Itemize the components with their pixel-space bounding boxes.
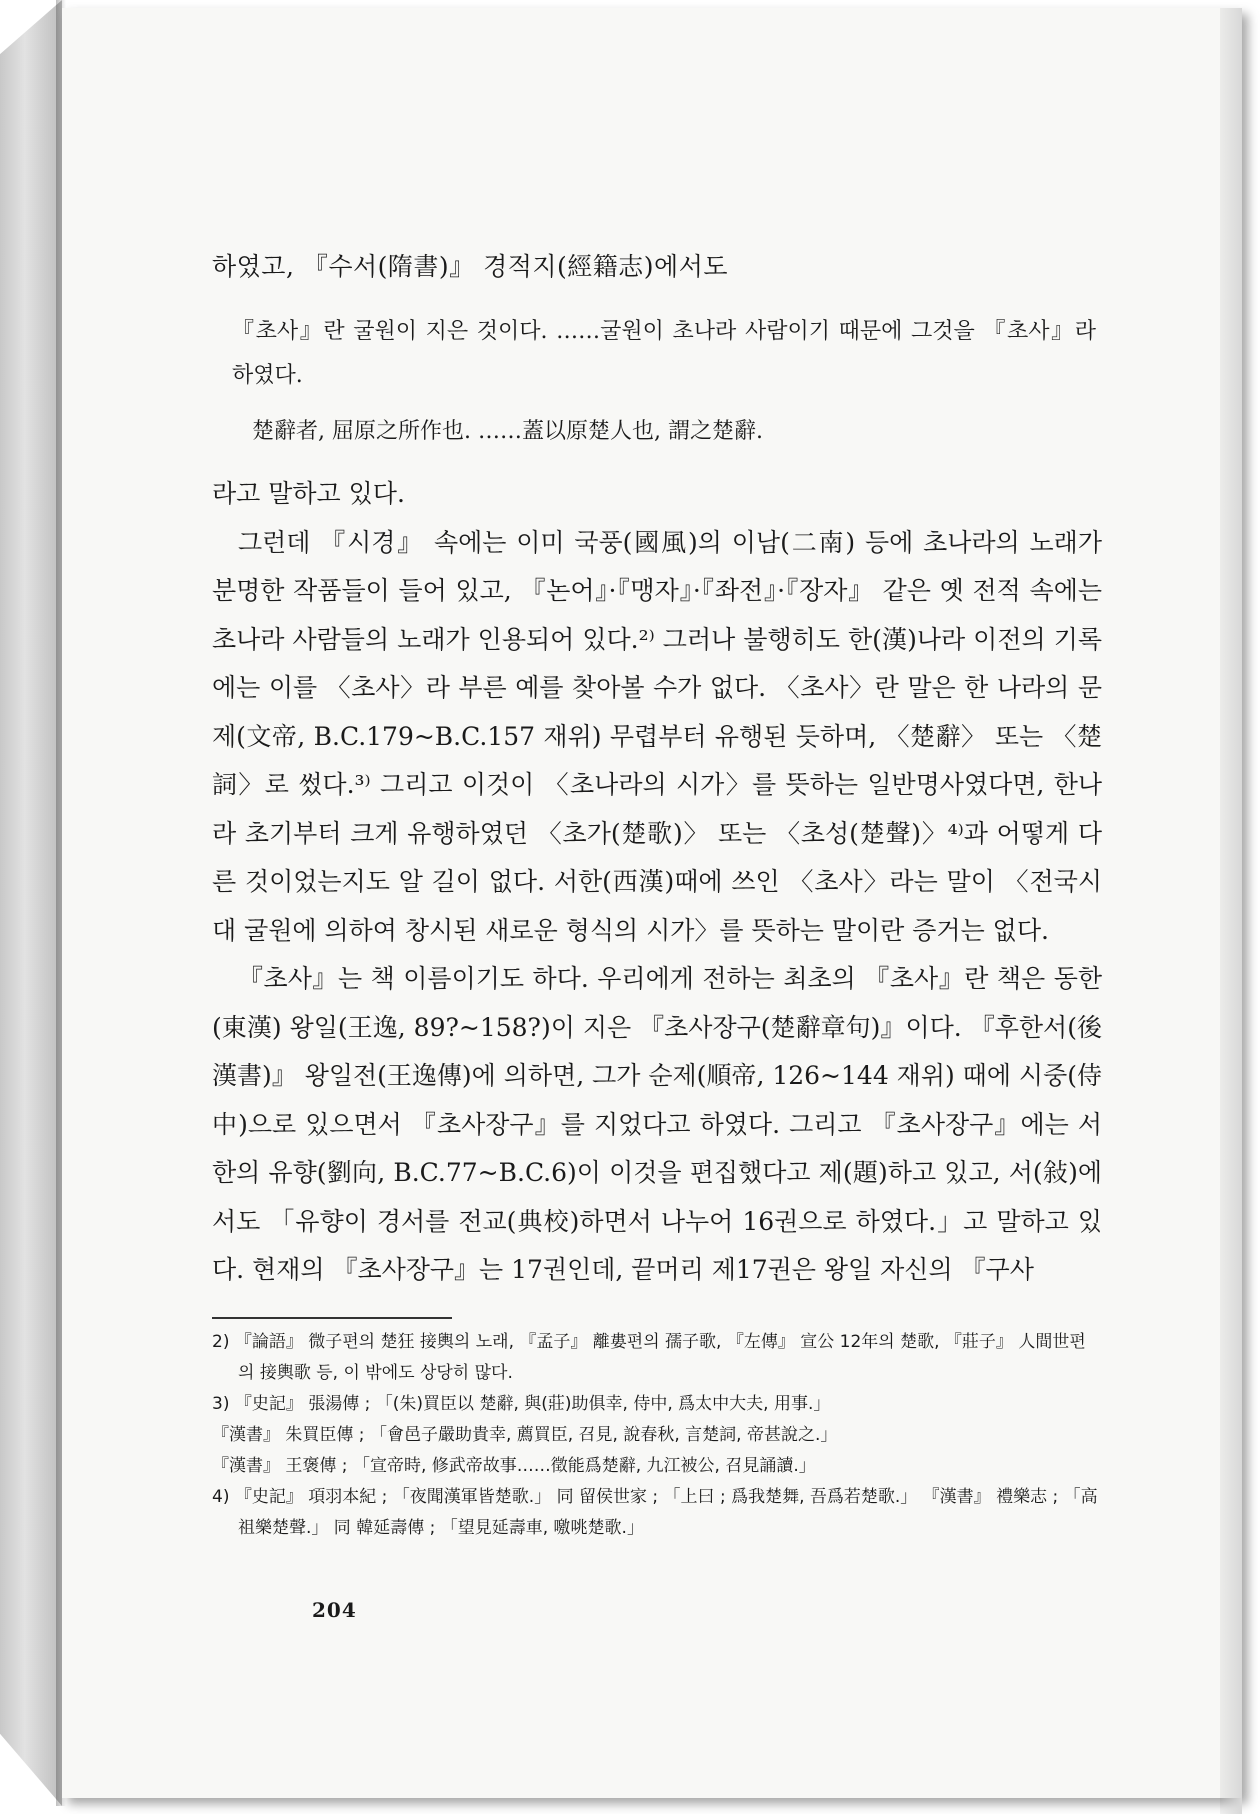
footnote: 4) 『史記』 項羽本紀 ; 「夜聞漢軍皆楚歌.」 同 留侯世家 ; 「上曰 ; 爲我楚舞, 吾爲若楚歌.」 『漢書』 禮樂志 ; 「高祖樂楚聲.」 同 韓延壽傳 ; 「望見延壽車, 噭咷楚歌.」 — [212, 1486, 1098, 1538]
page-number: 204 — [312, 1598, 357, 1622]
body-paragraph: 그런데 『시경』 속에는 이미 국풍(國風)의 이남(二南) 등에 초나라의 노래가 분명한 작품들이 들어 있고, 『논어』·『맹자』·『좌전』·『장자』 같은 옛 전적 속에는 초나라 사람들의 노래가 인용되어 있다.²⁾ 그러나 불행히도 한(漢)나라 이전의 기록에는 이를 〈초사〉라 부른 예를 찾아볼 수가 없다. 〈초사〉란 말은 한 나라의 문제(文帝, B.C.179~B.C.157 재위) 무렵부터 유행된 듯하며, 〈楚辭〉 또는 〈楚詞〉로 썼다.³⁾ 그리고 이것이 〈초나라의 시가〉를 뜻하는 일반명사였다면, 한나라 초기부터 크게 유행하였던 〈초가(楚歌)〉 또는 〈초성(楚聲)〉⁴⁾과 어떻게 다른 것이었는지도 알 길이 없다. 서한(西漢)때에 쓰인 〈초사〉라는 말이 〈전국시대 굴원에 의하여 창시된 새로운 형식의 시가〉를 뜻하는 말이란 증거는 없다. — [212, 527, 1102, 945]
footnote: 3) 『史記』 張湯傳 ; 「(朱)買臣以 楚辭, 與(莊)助俱幸, 侍中, 爲太中大夫, 用事.」 — [212, 1393, 831, 1414]
page-content — [212, 244, 1102, 1544]
block-quote-hanja: 楚辭者, 屈原之所作也. ……蓋以原楚人也, 謂之楚辭. — [252, 419, 763, 444]
footnote-continuation: 『漢書』 王褒傳 ; 「宣帝時, 修武帝故事……徵能爲楚辭, 九江被公, 召見誦讀.」 — [212, 1455, 816, 1476]
body-paragraph: 라고 말하고 있다. — [212, 479, 405, 508]
page-right-edge — [1220, 8, 1242, 1814]
block-quote-korean: 『초사』란 굴원이 지은 것이다. ……굴원이 초나라 사람이기 때문에 그것을 『초사』라 하였다. — [232, 319, 1096, 388]
body-paragraph: 『초사』는 책 이름이기도 하다. 우리에게 전하는 최초의 『초사』란 책은 동한(東漢) 왕일(王逸, 89?~158?)이 지은 『초사장구(楚辭章句)』이다. 『후한서(後漢書)』 왕일전(王逸傳)에 의하면, 그가 순제(順帝, 126~144 재위) 때에 시중(侍中)으로 있으면서 『초사장구』를 지었다고 하였다. 그리고 『초사장구』에는 서한의 유향(劉向, B.C.77~B.C.6)이 이것을 편집했다고 제(題)하고 있고, 서(敍)에서도 「유향이 경서를 전교(典校)하면서 나누어 16권으로 하였다.」고 말하고 있다. 현재의 『초사장구』는 17권인데, 끝머리 제17권은 왕일 자신의 『구사 — [212, 964, 1102, 1284]
lead-line: 하였고, 『수서(隋書)』 경적지(經籍志)에서도 — [212, 252, 729, 281]
footnote-continuation: 『漢書』 朱買臣傳 ; 「會邑子嚴助貴幸, 薦買臣, 召見, 說春秋, 言楚詞, 帝甚說之.」 — [212, 1424, 838, 1445]
footnote-divider — [212, 1317, 452, 1319]
book-spine-edge — [0, 0, 62, 1806]
book-page — [62, 8, 1242, 1798]
footnote: 2) 『論語』 微子편의 楚狂 接輿의 노래, 『孟子』 離婁편의 孺子歌, 『左傳』 宣公 12年의 楚歌, 『莊子』 人間世편의 接輿歌 등, 이 밖에도 상당히 많다. — [212, 1331, 1086, 1383]
